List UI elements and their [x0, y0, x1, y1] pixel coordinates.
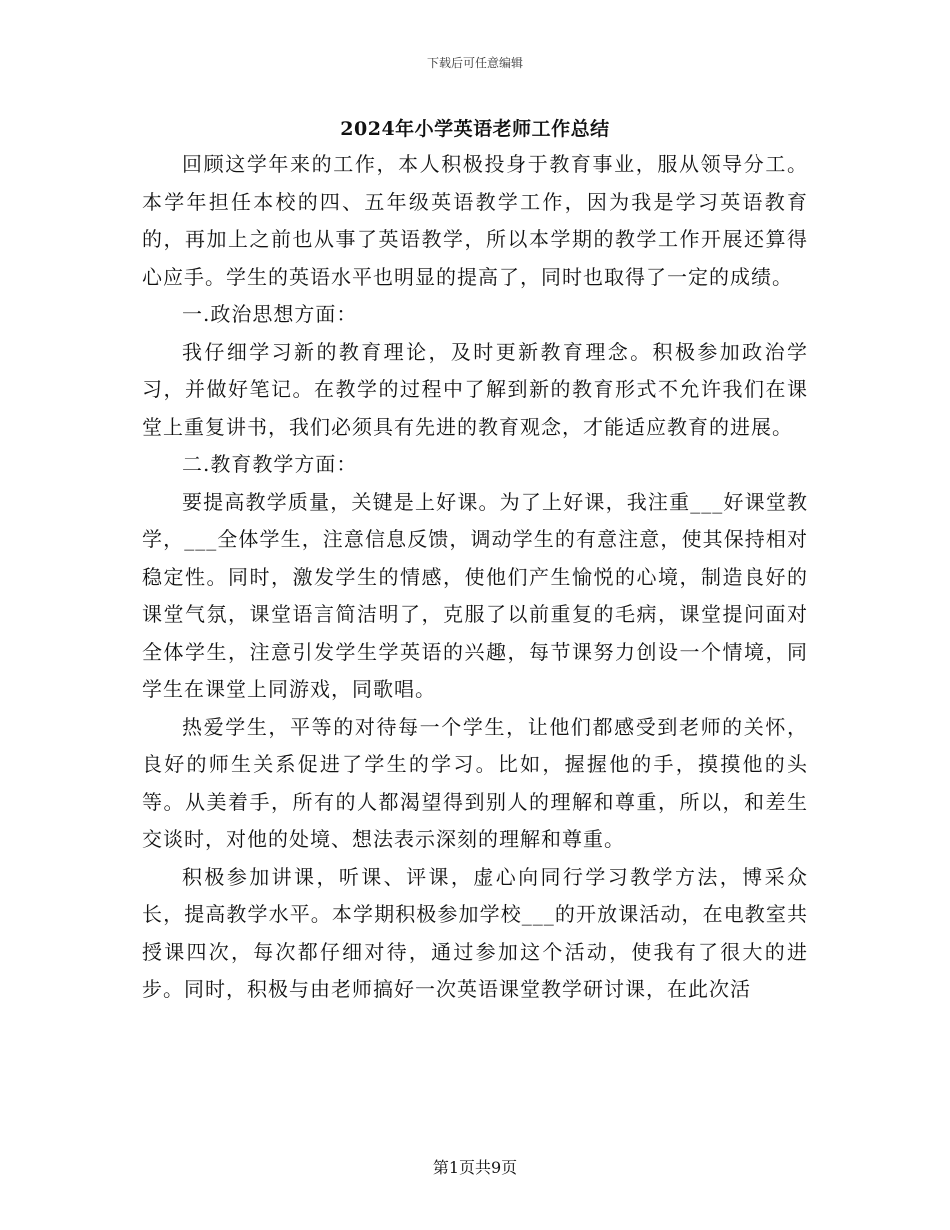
section-heading-teaching: 二.教育教学方面： — [182, 452, 358, 476]
page-indicator: 第1页共9页 — [432, 1158, 518, 1177]
paragraph-love-students: 热爱学生，平等的对待每一个学生，让他们都感受到老师的关怀，良好的师生关系促进了学生的学习。比如，握握他的手，摸摸他的头等。从美着手，所有的人都渴望得到别人的理解和尊重，所以，和差生交谈时，对他的处境、想法表示深刻的理解和尊重。 — [142, 714, 808, 851]
paragraph-teaching-quality: 要提高教学质量，关键是上好课。为了上好课，我注重___好课堂教学，___全体学生，注意信息反馈，调动学生的有意注意，使其保持相对稳定性。同时，激发学生的情感，使他们产生愉悦的心境，制造良好的课堂气氛，课堂语言简洁明了，克服了以前重复的毛病，课堂提问面对全体学生，注意引发学生学英语的兴趣，每节课努力创设一个情境，同学生在课堂上同游戏，同歌唱。 — [142, 489, 808, 701]
paragraph-intro: 回顾这学年来的工作，本人积极投身于教育事业，服从领导分工。本学年担任本校的四、五年级英语教学工作，因为我是学习英语教育的，再加上之前也从事了英语教学，所以本学期的教学工作开展还算得心应手。学生的英语水平也明显的提高了，同时也取得了一定的成绩。 — [142, 152, 808, 289]
document-title: 2024年小学英语老师工作总结 — [340, 118, 610, 140]
header-note: 下载后可任意编辑 — [426, 56, 523, 70]
paragraph-politics: 我仔细学习新的教育理论，及时更新教育理念。积极参加政治学习，并做好笔记。在教学的过程中了解到新的教育形式不允许我们在课堂上重复讲书，我们必须具有先进的教育观念，才能适应教育的进展。 — [142, 339, 808, 439]
section-heading-politics: 一.政治思想方面： — [182, 302, 358, 326]
document-body — [142, 146, 808, 1009]
paragraph-lectures: 积极参加讲课，听课、评课，虚心向同行学习教学方法，博采众长，提高教学水平。本学期积极参加学校___的开放课活动，在电教室共授课四次，每次都仔细对待，通过参加这个活动，使我有了很大的进步。同时，积极与由老师搞好一次英语课堂教学研讨课，在此次活 — [142, 864, 808, 1001]
